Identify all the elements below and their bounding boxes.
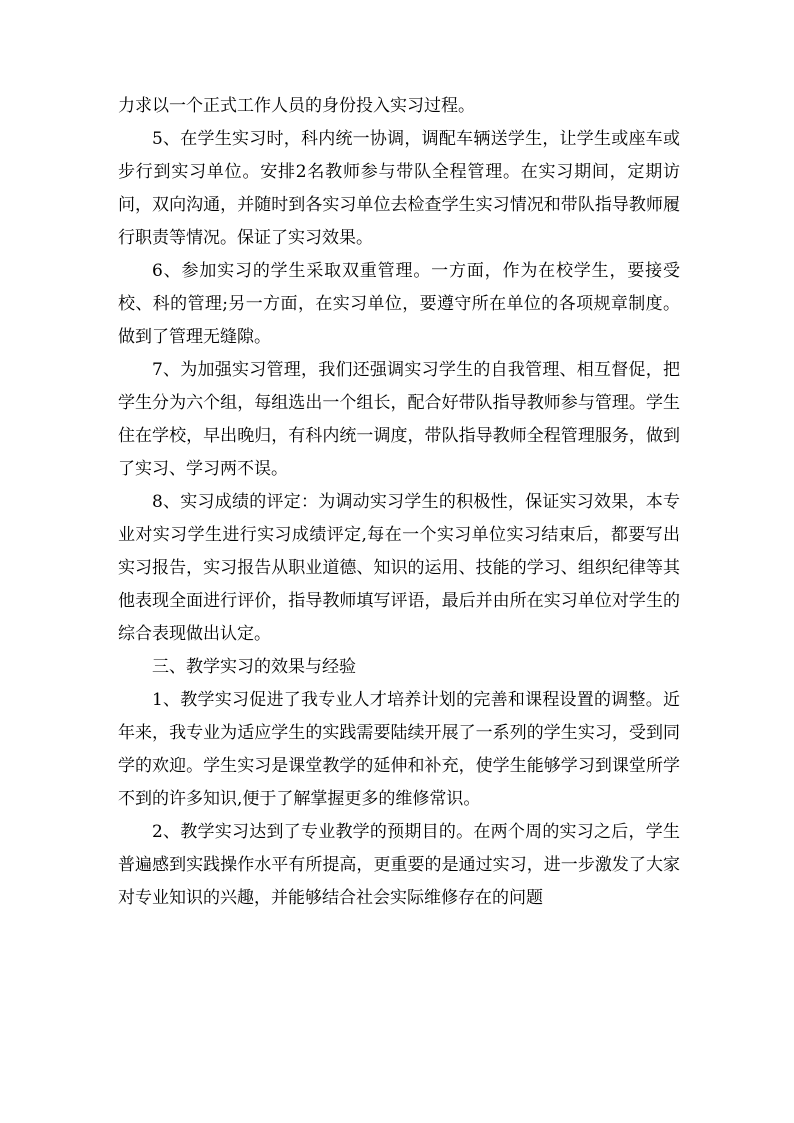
paragraph-item-5: 5、在学生实习时，科内统一协调，调配车辆送学生，让学生或座车或步行到实习单位。安排2名教师参与带队全程管理。在实习期间，定期访问，双向沟通，并随时到各实习单位去检查学生实习情况和带队指导教师履行职责等情况。保证了实习效果。 — [118, 129, 680, 248]
paragraph-effect-1: 1、教学实习促进了我专业人才培养计划的完善和课程设置的调整。近年来，我专业为适应学生的实践需要陆续开展了一系列的学生实习，受到同学的欢迎。学生实习是课堂教学的延伸和补充，使学生能够学习到课堂所学不到的许多知识,便于了解掌握更多的维修常识。 — [118, 690, 680, 809]
paragraph-item-6: 6、参加实习的学生采取双重管理。一方面，作为在校学生，要接受校、科的管理;另一方面，在实习单位，要遵守所在单位的各项规章制度。做到了管理无缝隙。 — [118, 261, 680, 347]
paragraph-effect-2: 2、教学实习达到了专业教学的预期目的。在两个周的实习之后，学生普遍感到实践操作水平有所提高，更重要的是通过实习，进一步激发了大家对专业知识的兴趣，并能够结合社会实际维修存在的问题 — [118, 822, 680, 908]
paragraph-item-7: 7、为加强实习管理，我们还强调实习学生的自我管理、相互督促，把学生分为六个组，每组选出一个组长，配合好带队指导教师参与管理。学生住在学校，早出晚归，有科内统一调度，带队指导教师全程管理服务，做到了实习、学习两不误。 — [118, 360, 680, 479]
paragraph-continued: 力求以一个正式工作人员的身份投入实习过程。 — [118, 96, 475, 116]
document-body — [118, 90, 680, 915]
paragraph-item-8: 8、实习成绩的评定：为调动实习学生的积极性，保证实习效果，本专业对实习学生进行实习成绩评定,每在一个实习单位实习结束后，都要写出实习报告，实习报告从职业道德、知识的运用、技能的学习、组织纪律等其他表现全面进行评价，指导教师填写评语，最后并由所在实习单位对学生的综合表现做出认定。 — [118, 492, 680, 644]
section-heading-3: 三、教学实习的效果与经验 — [152, 657, 356, 677]
